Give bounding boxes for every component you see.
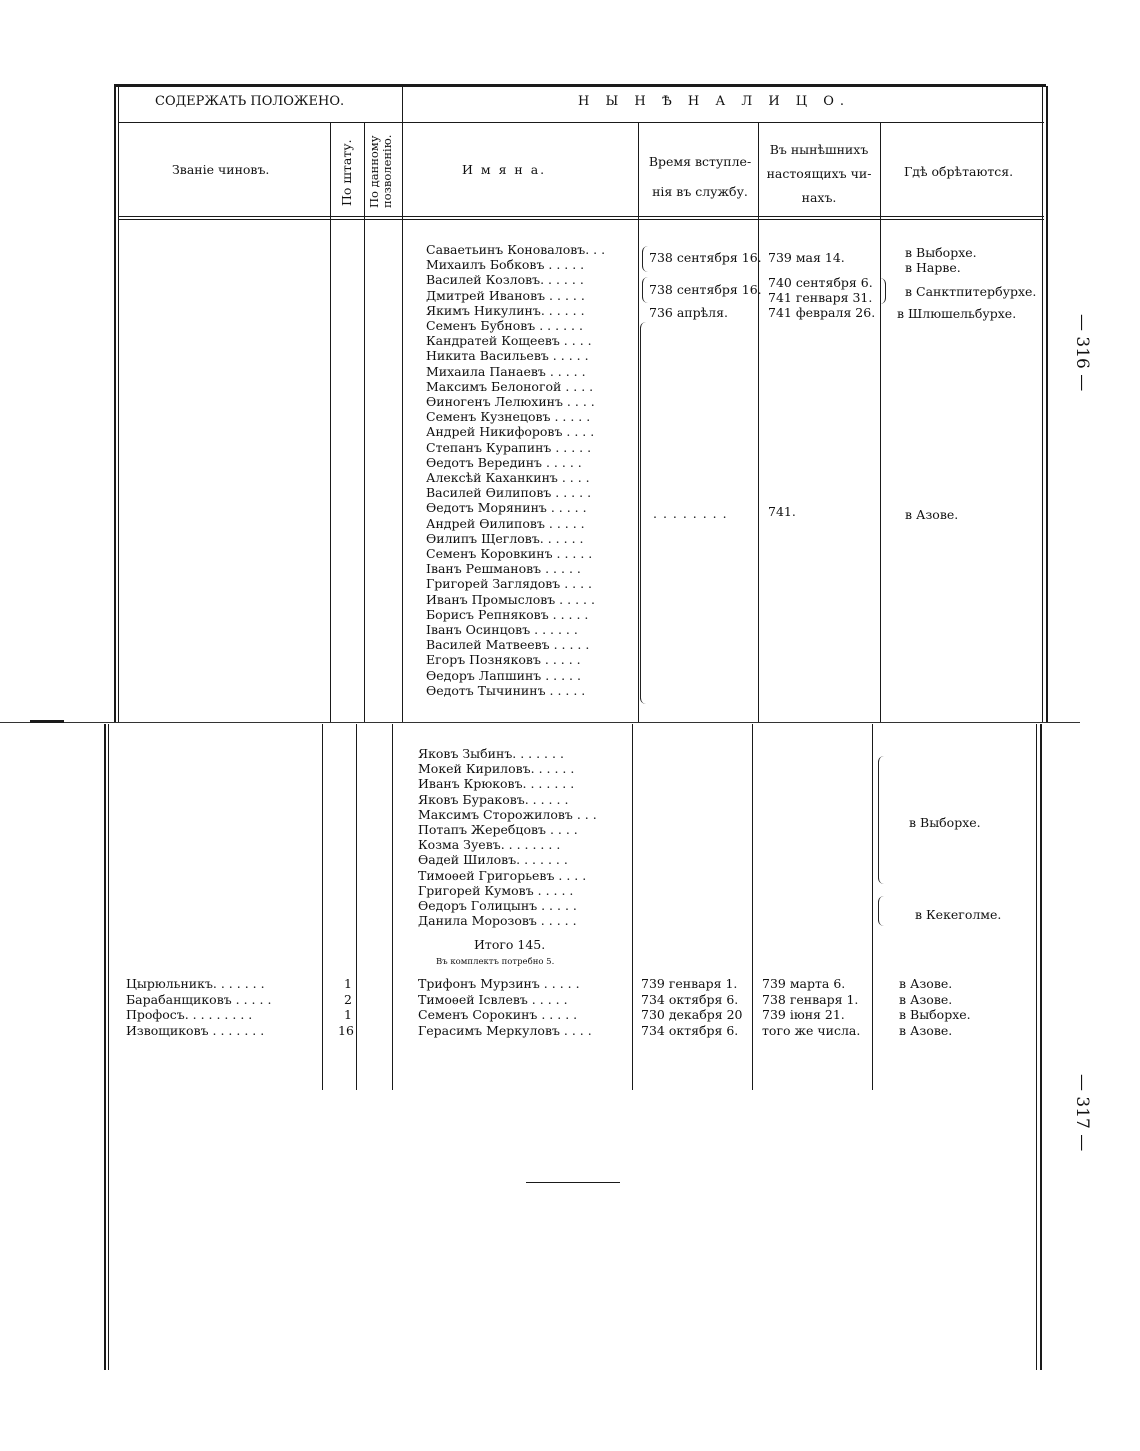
total-note: Въ комплектъ потребно 5.: [436, 957, 555, 967]
name-row: Максимъ Белоногой . . . .: [426, 378, 594, 394]
location: в Азове.: [899, 991, 953, 1007]
bottom-where-b: в Кекеголме.: [915, 907, 1002, 922]
staff-count: 16: [338, 1022, 354, 1038]
name-row: Тимоѳей Григорьевъ . . . .: [418, 867, 587, 883]
current-rank-date: того же числа.: [762, 1022, 861, 1038]
location: в Азове.: [899, 1022, 953, 1038]
top-entry-5: 736 апрѣля.: [649, 305, 728, 320]
top-entry-3: 738 сентября 16.: [649, 282, 762, 297]
top-entry-1: 738 сентября 16.: [649, 250, 762, 265]
current-rank-date: 739 іюня 21.: [762, 1007, 845, 1022]
name-row: Григорей Кумовъ . . . . .: [418, 882, 574, 898]
name-row: Мокей Кириловъ. . . . . .: [418, 761, 575, 777]
name-row: Яковъ Зыбинъ. . . . . . .: [418, 746, 564, 761]
name-row: Саваетьинъ Коноваловъ. . .: [426, 242, 606, 257]
name-row: Егоръ Позняковъ . . . . .: [426, 652, 581, 668]
name-row: Михаилъ Бобковъ . . . . .: [426, 257, 585, 273]
name-row: Иванъ Промысловъ . . . . .: [426, 591, 595, 607]
brace-3: [640, 322, 647, 704]
top-entry-6: . . . . . . . .: [653, 506, 728, 521]
brace-2: [642, 277, 648, 303]
page-number-top: — 316 —: [1072, 314, 1092, 392]
top-where-4: в Санктпитербурхе.: [905, 284, 1037, 299]
name-row: Семенъ Кузнецовъ . . . . .: [426, 409, 591, 425]
rank-label: Профосъ. . . . . . . . .: [126, 1007, 253, 1022]
top-names-list: [426, 242, 636, 698]
header-col-staff: По штату.: [339, 139, 354, 206]
name-row: Іванъ Осинцовъ . . . . . .: [426, 622, 578, 638]
name-row: Григорей Заглядовъ . . . .: [426, 576, 593, 592]
current-rank-date: 738 генваря 1.: [762, 991, 859, 1007]
rank-person-name: Семенъ Сорокинъ . . . . .: [418, 1007, 578, 1022]
name-row: Яковъ Бураковъ. . . . . .: [418, 791, 569, 807]
name-row: Іванъ Решмановъ . . . . .: [426, 561, 581, 577]
header-col-names: И м я н а.: [462, 162, 547, 177]
rank-person-name: Тимоѳей Ісвлевъ . . . . .: [418, 991, 568, 1007]
name-row: Никита Васильевъ . . . . .: [426, 348, 589, 364]
top-where-1: в Выборхе.: [905, 245, 977, 260]
top-where-5: в Шлюшельбурхе.: [897, 306, 1017, 321]
name-row: Потапъ Жеребцовъ . . . .: [418, 822, 578, 838]
top-where-2: в Нарве.: [905, 260, 961, 275]
name-row: Кандратей Кощеевъ . . . .: [426, 333, 592, 349]
current-rank-date: 739 марта 6.: [762, 976, 846, 991]
name-row: Ѳадей Шиловъ. . . . . . .: [418, 852, 568, 868]
fold-mark: [30, 720, 64, 723]
entry-date: 734 октября 6.: [641, 991, 739, 1007]
top-where-6: в Азове.: [905, 507, 959, 522]
top-current-4: 741 генваря 31.: [768, 290, 873, 305]
name-row: Ѳедоръ Лапшинъ . . . . .: [426, 667, 581, 683]
name-row: Ѳилипъ Щегловъ. . . . . .: [426, 530, 584, 546]
brace-6: [878, 896, 884, 926]
name-row: Андрей Ѳилиповъ . . . . .: [426, 515, 585, 531]
staff-count: 1: [344, 976, 352, 991]
name-row: Максимъ Сторожиловъ . . .: [418, 806, 597, 822]
brace-4: [880, 278, 886, 304]
entry-date: 730 декабря 20: [641, 1007, 743, 1022]
name-row: Ѳедотъ Тычининъ . . . . .: [426, 682, 586, 698]
name-row: Дмитрей Ивановъ . . . . .: [426, 287, 585, 303]
header-left-group: СОДЕРЖАТЬ ПОЛОЖЕНО.: [155, 94, 345, 109]
fold-line: [0, 722, 1080, 723]
name-row: Василей Козловъ. . . . . .: [426, 272, 584, 288]
rank-person-name: Трифонъ Мурзинъ . . . . .: [418, 976, 580, 991]
name-row: Ѳиногенъ Лелюхинъ . . . .: [426, 394, 595, 410]
name-row: Ѳедотъ Верединъ . . . . .: [426, 454, 582, 470]
top-current-3: 740 сентября 6.: [768, 275, 873, 290]
entry-date: 739 генваря 1.: [641, 976, 738, 991]
rank-person-name: Герасимъ Меркуловъ . . . .: [418, 1022, 592, 1038]
top-current-5: 741 февраля 26.: [768, 305, 876, 320]
header-col-rank: Званіе чиновъ.: [172, 162, 270, 177]
staff-count: 1: [344, 1007, 352, 1022]
name-row: Семенъ Бубновъ . . . . . .: [426, 318, 583, 334]
rank-label: Барабанщиковъ . . . . .: [126, 991, 272, 1007]
page-number-bottom: — 317 —: [1072, 1074, 1092, 1152]
header-col-current: Въ нынѣшнихъ настоящихъ чи- нахъ.: [766, 142, 872, 205]
name-row: Василей Матвеевъ . . . . .: [426, 637, 590, 653]
name-row: Ѳедотъ Морянинъ . . . . .: [426, 500, 587, 516]
name-row: Борисъ Репняковъ . . . . .: [426, 606, 589, 622]
name-row: Иванъ Крюковъ. . . . . . .: [418, 776, 575, 792]
location: в Выборхе.: [899, 1007, 971, 1022]
bottom-where-a: в Выборхе.: [909, 815, 981, 830]
total-label: Итого 145.: [474, 937, 546, 952]
rank-label: Извощиковъ . . . . . . .: [126, 1022, 265, 1038]
name-row: Василей Ѳилиповъ . . . . .: [426, 485, 592, 501]
name-row: Козма Зуевъ. . . . . . . .: [418, 837, 561, 853]
brace-1: [642, 246, 648, 272]
name-row: Якимъ Никулинъ. . . . . .: [426, 302, 585, 318]
closing-rule: [526, 1182, 620, 1183]
location: в Азове.: [899, 976, 953, 991]
name-row: Степанъ Курапинъ . . . . .: [426, 439, 592, 455]
header-col-allowed: По данному позволенію.: [367, 134, 394, 208]
header-right-group: Н Ы Н Ѣ Н А Л И Ц О.: [578, 94, 851, 109]
rank-label: Цырюльникъ. . . . . . .: [126, 976, 265, 991]
entry-date: 734 октября 6.: [641, 1022, 739, 1038]
name-row: Данила Морозовъ . . . . .: [418, 913, 577, 929]
bottom-names-list: [418, 746, 628, 928]
top-current-6: 741.: [768, 504, 796, 519]
header-col-where: Гдѣ обрѣтаются.: [904, 164, 1014, 179]
staff-count: 2: [344, 991, 352, 1007]
name-row: Ѳедоръ Голицынъ . . . . .: [418, 898, 577, 914]
name-row: Алексѣй Каханкинъ . . . .: [426, 470, 590, 486]
name-row: Семенъ Коровкинъ . . . . .: [426, 546, 593, 562]
header-col-entry: Время вступле- нія въ службу.: [648, 154, 752, 199]
brace-5: [878, 756, 885, 884]
name-row: Михаила Панаевъ . . . . .: [426, 363, 586, 379]
name-row: Андрей Никифоровъ . . . .: [426, 424, 595, 440]
top-current-1: 739 мая 14.: [768, 250, 845, 265]
